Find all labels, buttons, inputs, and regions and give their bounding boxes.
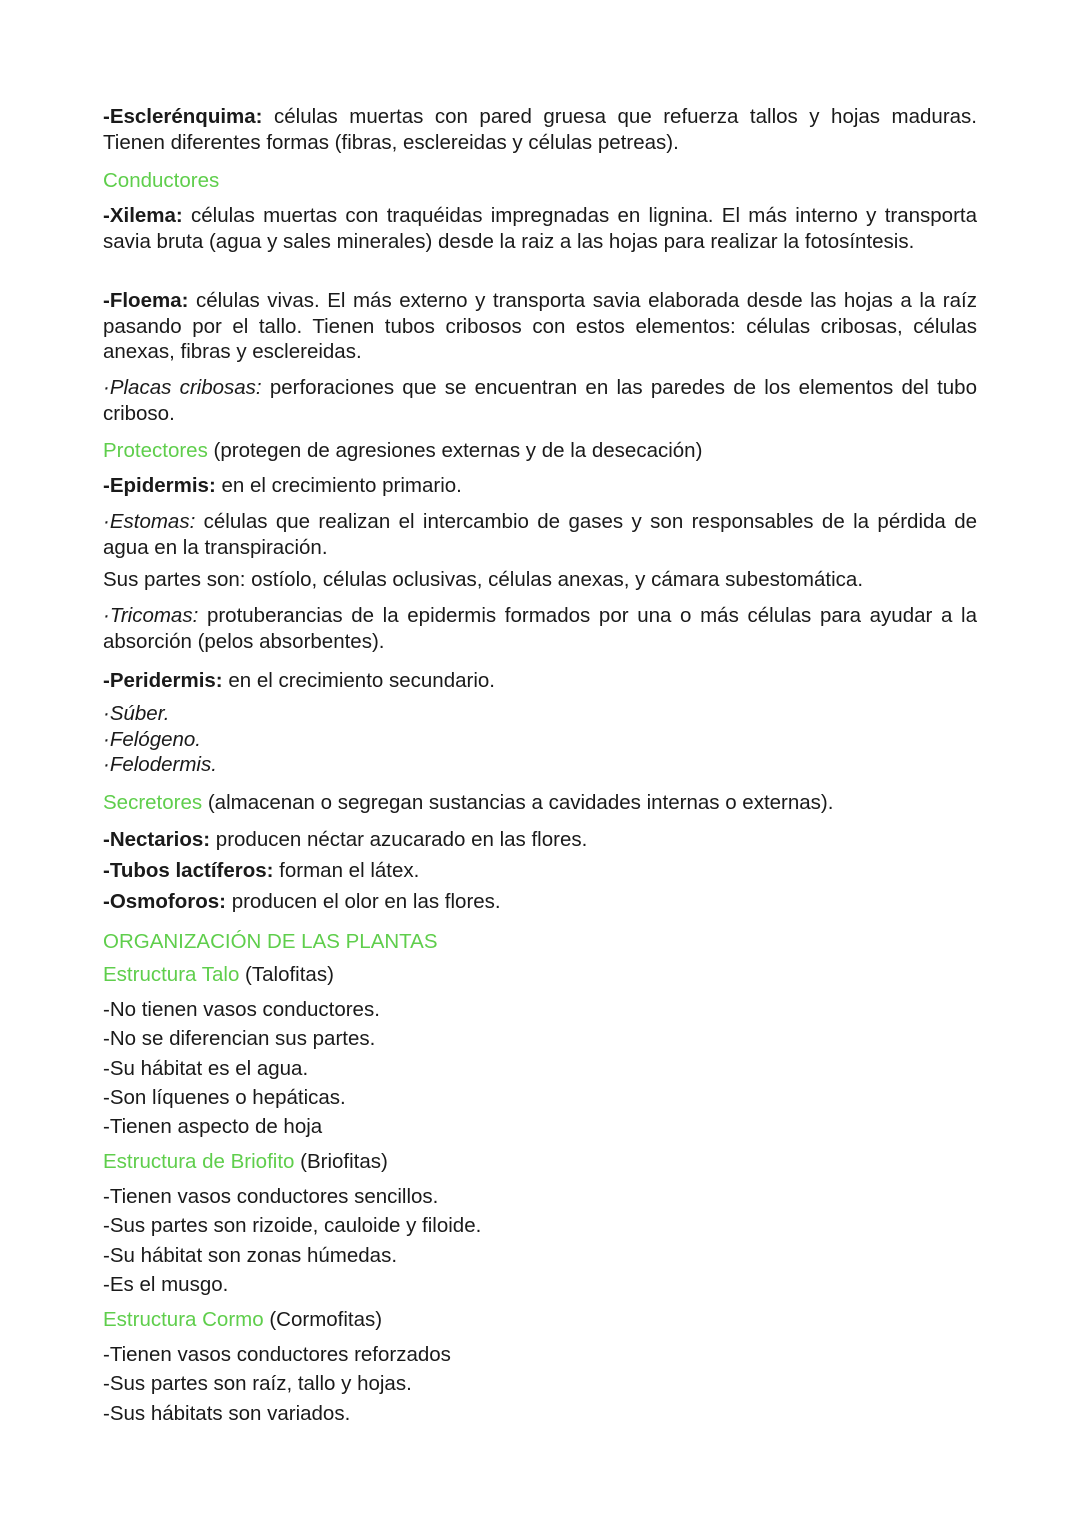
estomas-paragraph [103, 509, 977, 560]
talo-list [103, 995, 977, 1141]
definition: en el crecimiento secundario. [222, 669, 495, 692]
tricomas-paragraph [103, 603, 977, 654]
briofito-list [103, 1182, 977, 1299]
floema-paragraph [103, 288, 977, 365]
heading-secretores [103, 790, 977, 816]
list-item: -Su hábitat es el agua. [103, 1056, 309, 1080]
heading-label: Estructura de Briofito [103, 1150, 295, 1173]
term: -Epidermis: [103, 474, 216, 497]
heading-note: (Cormofitas) [263, 1308, 383, 1331]
list-item: -Sus partes son rizoide, cauloide y filoide. [103, 1214, 482, 1238]
definition: protuberancias de la epidermis formados por una o más células para ayudar a la absorción (pelos absorbentes). [103, 604, 977, 653]
list-item: ·Felógeno. [103, 727, 202, 751]
list-item: -Sus partes son raíz, tallo y hojas. [103, 1372, 412, 1396]
xilema-paragraph [103, 203, 977, 254]
definition: células muertas con traquéidas impregnadas en lignina. El más interno y transporta savia bruta (agua y sales minerales) desde la raiz a las hojas para realizar la fotosíntesis. [103, 204, 977, 253]
tubos-line [103, 855, 977, 886]
heading-note: (almacenan o segregan sustancias a cavidades internas o externas). [202, 791, 834, 814]
list-item: -No se diferencian sus partes. [103, 1027, 376, 1051]
placas-paragraph [103, 375, 977, 426]
heading-cormo [103, 1307, 977, 1333]
term: ·Tricomas: [103, 604, 199, 627]
peridermis-list [103, 701, 977, 778]
list-item: -No tienen vasos conductores. [103, 998, 380, 1021]
heading-label: Secretores [103, 791, 203, 814]
heading-organizacion: ORGANIZACIÓN DE LAS PLANTAS [103, 930, 438, 953]
list-item: -Su hábitat son zonas húmedas. [103, 1243, 398, 1267]
heading-label: Protectores [103, 439, 208, 462]
definition: forman el látex. [273, 859, 420, 882]
heading-conductores: Conductores [103, 169, 220, 192]
epidermis-line [103, 473, 977, 499]
list-item: -Es el musgo. [103, 1272, 229, 1296]
definition: en el crecimiento primario. [215, 474, 462, 497]
list-item: -Sus hábitats son variados. [103, 1401, 351, 1425]
term: -Peridermis: [103, 669, 223, 692]
term: -Tubos lactíferos: [103, 859, 274, 882]
list-item: -Tienen vasos conductores sencillos. [103, 1185, 439, 1208]
definition: perforaciones que se encuentran en las paredes de los elementos del tubo criboso. [103, 376, 977, 425]
heading-briofito [103, 1149, 977, 1175]
term: ·Estomas: [103, 510, 196, 533]
heading-note: (Briofitas) [294, 1150, 388, 1173]
term: ·Placas cribosas: [103, 376, 262, 399]
list-item: -Son líquenes o hepáticas. [103, 1085, 346, 1109]
peridermis-line [103, 668, 977, 694]
heading-note: (Talofitas) [239, 963, 334, 986]
term: -Esclerénquima: [103, 105, 263, 128]
secretores-list [103, 824, 977, 917]
heading-label: Estructura Cormo [103, 1308, 264, 1331]
term: -Xilema: [103, 204, 183, 227]
nectarios-line [103, 824, 977, 855]
definition: producen néctar azucarado en las flores. [210, 828, 588, 851]
term: -Osmoforos: [103, 890, 226, 913]
list-item: ·Felodermis. [103, 753, 217, 776]
esclerenquima-paragraph [103, 104, 977, 155]
list-item: -Tienen vasos conductores reforzados [103, 1343, 451, 1366]
term: -Floema: [103, 289, 189, 312]
definition: producen el olor en las flores. [226, 890, 501, 913]
definition: células que realizan el intercambio de gases y son responsables de la pérdida de agua en la transpiración. [103, 510, 977, 559]
heading-label: Estructura Talo [103, 963, 240, 986]
osmoforos-line [103, 886, 977, 917]
heading-protectores [103, 438, 977, 464]
heading-talo [103, 962, 977, 988]
estomas-parts: Sus partes son: ostíolo, células oclusivas, células anexas, y cámara subestomática. [103, 568, 864, 591]
cormo-list [103, 1340, 977, 1428]
definition: células vivas. El más externo y transporta savia elaborada desde las hojas a la raíz pasando por el tallo. Tienen tubos cribosos con estos elementos: células cribosas, células anexas, fibras y esclereidas. [103, 289, 977, 363]
definition: células muertas con pared gruesa que refuerza tallos y hojas maduras. Tienen diferentes formas (fibras, esclereidas y células petreas). [103, 105, 977, 154]
term: -Nectarios: [103, 828, 211, 851]
list-item: -Tienen aspecto de hoja [103, 1115, 323, 1139]
heading-note: (protegen de agresiones externas y de la desecación) [207, 439, 703, 462]
list-item: ·Súber. [103, 702, 170, 725]
